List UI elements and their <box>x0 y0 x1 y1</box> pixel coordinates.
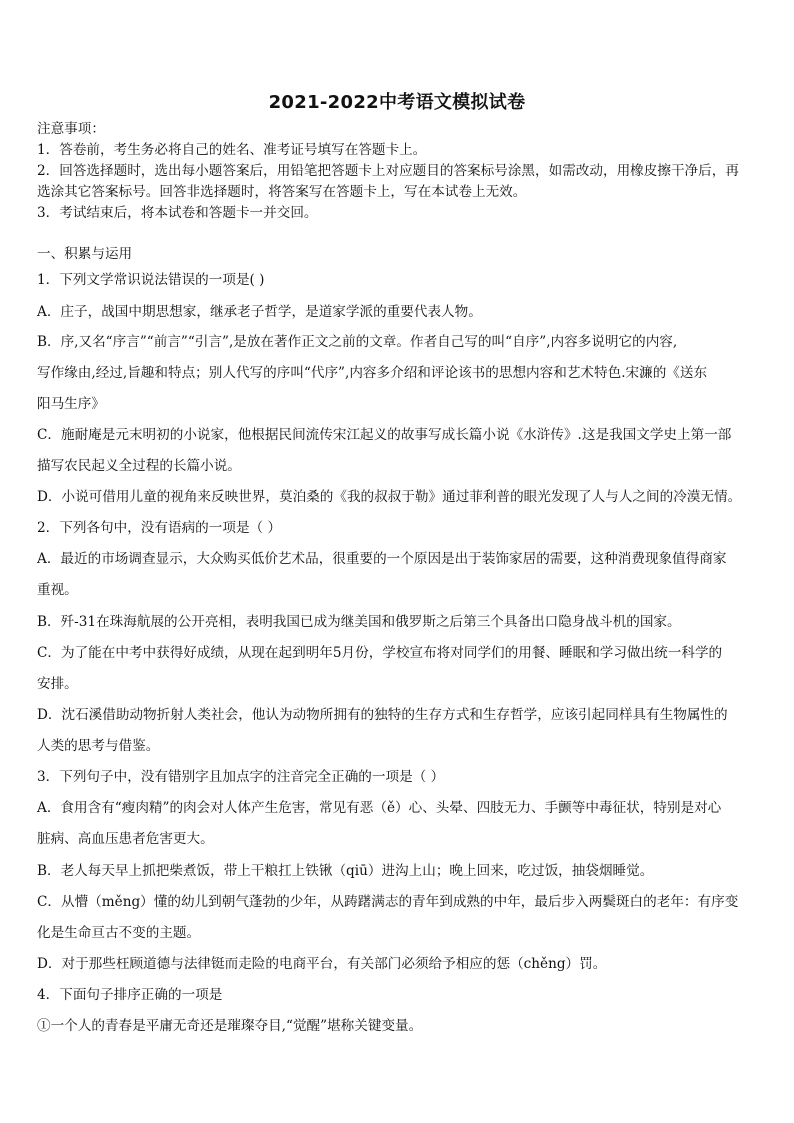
question-line: B．歼-31在珠海航展的公开亮相，表明我国已成为继美国和俄罗斯之后第三个具备出口隐身战斗机的国家。 <box>37 614 681 630</box>
question-line: 人类的思考与借鉴。 <box>37 738 160 754</box>
notice-item: 3．考试结束后，将本试卷和答题卡一并交回。 <box>37 205 318 221</box>
question-line: 安排。 <box>37 676 78 692</box>
question-line: 脏病、高血压患者危害更大。 <box>37 831 214 847</box>
section-heading: 一、积累与运用 <box>37 246 133 262</box>
question-line: C．施耐庵是元末明初的小说家，他根据民间流传宋江起义的故事写成长篇小说《水浒传》.这是我国文学史上第一部 <box>37 427 732 443</box>
question-line: C．为了能在中考中获得好成绩，从现在起到明年5月份，学校宣布将对同学们的用餐、睡眠和学习做出统一科学的 <box>37 645 723 661</box>
question-stem: 2．下列各句中，没有语病的一项是（ ） <box>37 520 282 536</box>
notice-item: 2．回答选择题时，选出每小题答案后，用铅笔把答题卡上对应题目的答案标号涂黑，如需改动，用橡皮擦干净后，再 <box>37 163 739 179</box>
question-line: B．序,又名“序言”“前言”“引言”,是放在著作正文之前的文章。作者自己写的叫“自序”,内容多说明它的内容, <box>37 334 678 350</box>
question-line: D．小说可借用儿童的视角来反映世界，莫泊桑的《我的叔叔于勒》通过菲利普的眼光发现了人与人之间的冷漠无情。 <box>37 489 742 505</box>
question-line: A．食用含有“瘦肉精”的肉会对人体产生危害，常见有恶（ě）心、头晕、四肢无力、手颤等中毒征状，特别是对心 <box>37 800 722 816</box>
question-line: ①一个人的青春是平庸无奇还是璀璨夺目,“觉醒”堪称关键变量。 <box>37 1018 423 1034</box>
question-line: D．对于那些枉顾道德与法律铤而走险的电商平台，有关部门必须给予相应的惩（chěng）罚。 <box>37 956 607 972</box>
question-line: A．最近的市场调查显示，大众购买低价艺术品，很重要的一个原因是出于装饰家居的需要，这种消费现象值得商家 <box>37 551 727 567</box>
question-line: 重视。 <box>37 582 78 598</box>
page-title: 2021-2022中考语文模拟试卷 <box>268 92 526 113</box>
notice-heading: 注意事项： <box>37 121 105 137</box>
question-line: A．庄子，战国中期思想家，继承老子哲学，是道家学派的重要代表人物。 <box>37 304 482 320</box>
question-line: 阳马生序》 <box>37 396 105 412</box>
question-stem: 4．下面句子排序正确的一项是 <box>37 987 223 1003</box>
question-line: 描写农民起义全过程的长篇小说。 <box>37 458 241 474</box>
question-line: C．从懵（měng）懂的幼儿到朝气蓬勃的少年，从踌躇满志的青年到成熟的中年，最后步入两鬓斑白的老年：有序变 <box>37 894 739 910</box>
question-line: 写作缘由,经过,旨趣和特点；别人代写的序叫“代序”,内容多介绍和评论该书的思想内容和艺术特色.宋濂的《送东 <box>37 365 708 381</box>
question-line: D．沈石溪借助动物折射人类社会，他认为动物所拥有的独特的生存方式和生存哲学，应该引起同样具有生物属性的 <box>37 707 728 723</box>
question-line: B．老人每天早上抓把柴煮饭，带上干粮扛上铁锹（qiū）进沟上山；晚上回来，吃过饭，抽袋烟睡觉。 <box>37 863 654 879</box>
notice-item: 1．答卷前，考生务必将自己的姓名、准考证号填写在答题卡上。 <box>37 142 427 158</box>
question-line: 化是生命亘古不变的主题。 <box>37 925 201 941</box>
question-stem: 1．下列文学常识说法错误的一项是( ) <box>37 272 265 288</box>
question-stem: 3．下列句子中，没有错别字且加点字的注音完全正确的一项是（ ） <box>37 769 445 785</box>
notice-item: 选涂其它答案标号。回答非选择题时，将答案写在答题卡上，写在本试卷上无效。 <box>37 184 527 200</box>
